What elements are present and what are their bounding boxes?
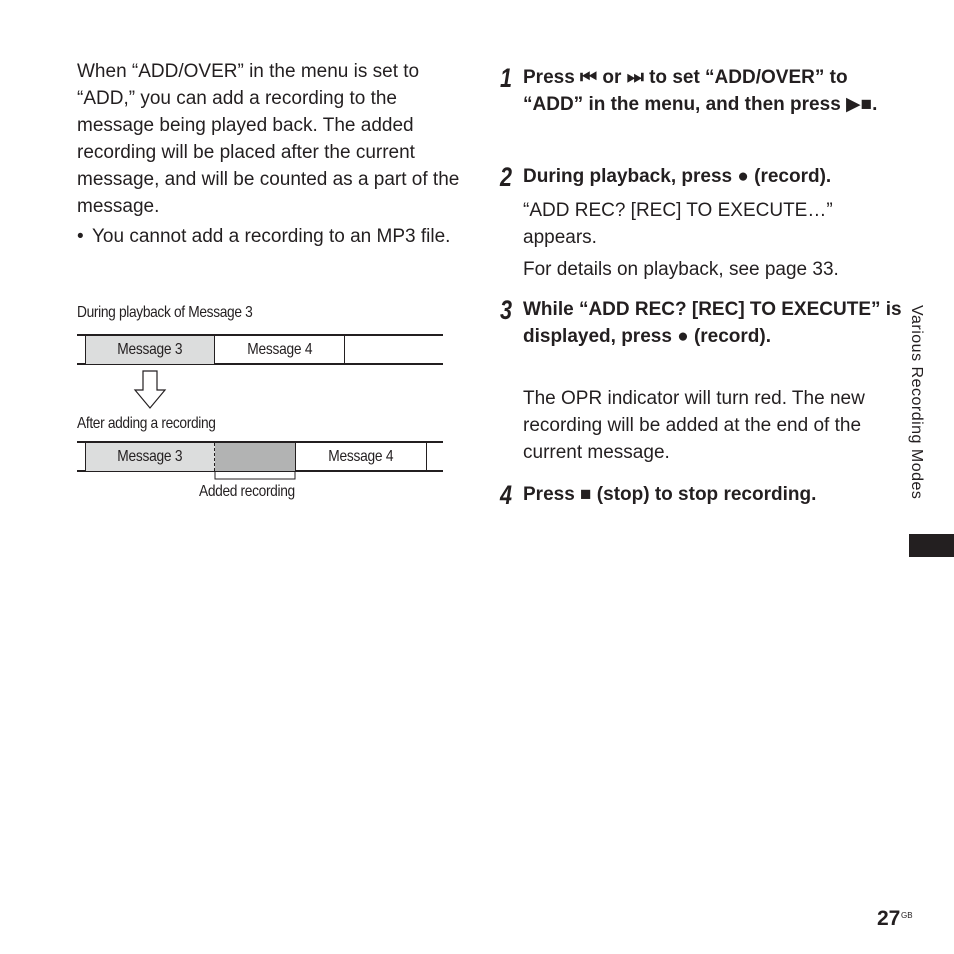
section-tab-marker (909, 534, 954, 557)
added-bracket (214, 472, 296, 482)
record-icon: ● (737, 166, 749, 187)
step-body-1: The OPR indicator will turn red. The new recording will be added at the end of the current message. (523, 388, 865, 463)
step-heading: Press ■ (stop) to stop recording. (523, 484, 817, 505)
page-number: 27 (877, 907, 901, 930)
stop-icon: ■ (580, 484, 592, 505)
step-heading: During playback, press ● (record). (523, 166, 832, 187)
after-message-4-cell: Message 4 (296, 443, 427, 471)
before-message-3-cell: Message 3 (85, 336, 215, 364)
intro-paragraph: When “ADD/OVER” in the menu is set to “ADD,” you can add a recording to the message being played back. The added recording will be placed after the current message, and will be counted as a part of the message. (77, 61, 460, 217)
step-number: 3 (500, 295, 513, 325)
before-message-4-cell: Message 4 (215, 336, 345, 364)
step-number: 4 (500, 480, 513, 510)
note-bullet (77, 223, 462, 250)
note-text: You cannot add a recording to an MP3 file. (92, 226, 451, 247)
added-recording-cell (215, 443, 296, 471)
section-side-label: Various Recording Modes (908, 305, 925, 500)
down-arrow-icon (133, 370, 167, 410)
play-stop-icon: ▶■ (846, 94, 873, 115)
previous-track-icon: ⏮ (580, 67, 598, 88)
step-heading: While “ADD REC? [REC] TO EXECUTE” is displayed, press ● (record). (523, 299, 902, 347)
step-body-2: For details on playback, see page 33. (523, 259, 839, 280)
step-heading: Press ⏮ or ⏭ to set “ADD/OVER” to “ADD” in the menu, and then press ▶■. (523, 67, 878, 115)
after-message-3-cell: Message 3 (85, 443, 215, 471)
page-suffix: GB (901, 911, 913, 920)
step-number: 1 (500, 63, 513, 93)
step-body-1: “ADD REC? [REC] TO EXECUTE…” appears. (523, 200, 833, 248)
record-icon: ● (677, 326, 689, 347)
caption-before: During playback of Message 3 (77, 304, 253, 321)
next-track-icon: ⏭ (626, 67, 644, 88)
bullet-dot-icon: • (77, 226, 84, 247)
added-recording-label: Added recording (199, 483, 295, 500)
step-number: 2 (500, 162, 513, 192)
caption-after: After adding a recording (77, 415, 216, 432)
